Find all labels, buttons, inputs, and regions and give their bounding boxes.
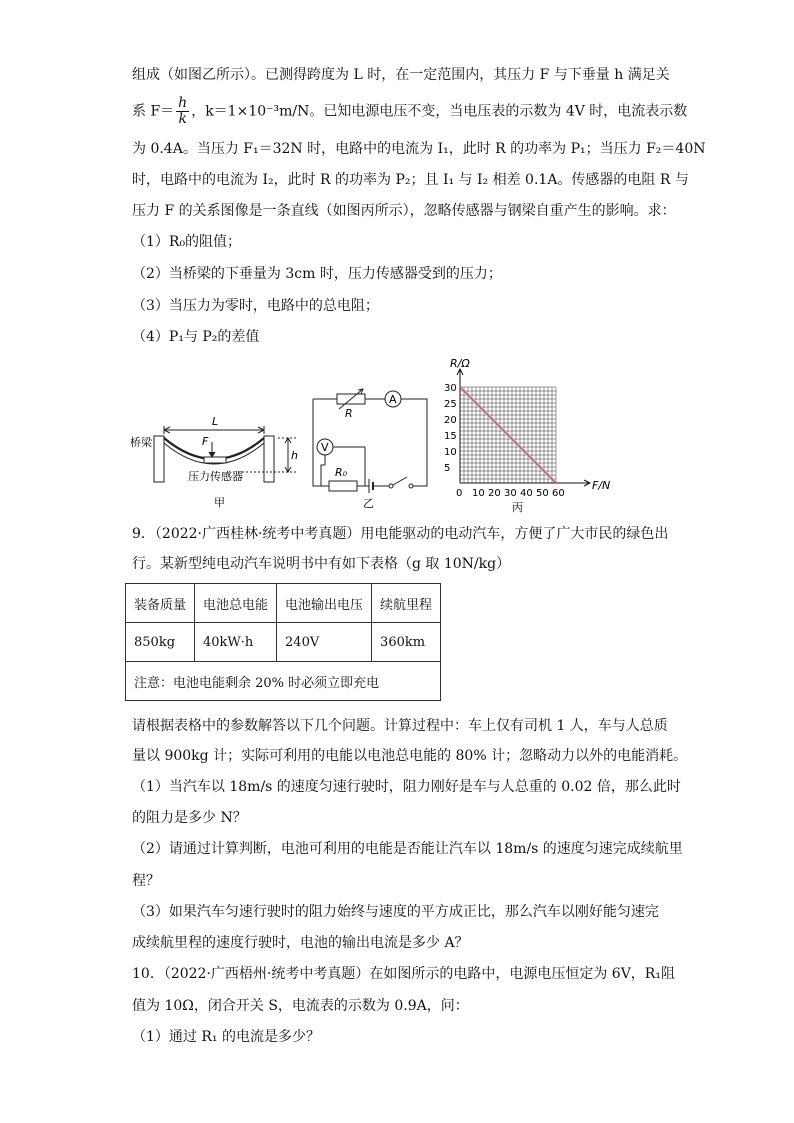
pressure-sensor	[204, 457, 226, 463]
x-tick-label: 0	[456, 488, 463, 499]
y-tick-label: 5	[444, 463, 451, 474]
label-F: F	[202, 435, 209, 448]
switch-terminal	[389, 484, 393, 488]
y-tick-label: 15	[444, 431, 457, 442]
q9-sub-2a: （2）请通过计算判断，电池可利用的电能是否能让汽车以 18m/s 的速度匀速完成续航里	[132, 841, 683, 857]
caption-jia: 甲	[214, 496, 225, 509]
y-tick-label: 20	[444, 415, 457, 426]
table-cell: 360km	[372, 623, 441, 662]
label-V: V	[321, 441, 329, 454]
q8-line-2-pre: 系 F＝	[132, 103, 175, 120]
right-pier	[264, 436, 274, 482]
x-tick-label: 10	[472, 488, 485, 499]
label-R: R	[345, 407, 353, 420]
q8-line-3: 为 0.4A。当压力 F₁＝32N 时，电路中的电流为 I₁，此时 R 的功率为 P₁；当压力 F₂＝40N	[132, 141, 706, 157]
figure-bing-graph	[442, 355, 612, 515]
q10-sub-1: （1）通过 R₁ 的电流是多少？	[132, 1029, 320, 1045]
x-tick-label: 50	[536, 488, 549, 499]
q10-line-1: 10．（2022·广西梧州·统考中考真题）在如图所示的电路中，电源电压恒定为 6V，R₁阻	[132, 966, 675, 982]
x-tick-label: 60	[552, 488, 565, 499]
graph-ticks	[444, 383, 565, 499]
table-header-row	[126, 584, 441, 623]
table-note: 注意：电池电能剩余 20% 时必须立即充电	[126, 662, 441, 701]
q9-line-1: 9．（2022·广西桂林·统考中考真题）用电能驱动的电动汽车，方便了广大市民的绿色出	[132, 526, 669, 542]
y-axis-label: R/Ω	[450, 357, 470, 370]
resistor-R0	[329, 481, 357, 491]
table-cell: 40kW·h	[195, 623, 277, 662]
q8-line-4: 时，电路中的电流为 I₂，此时 R 的功率为 P₂；且 I₁ 与 I₂ 相差 0.1A。传感器的电阻 R 与	[132, 172, 689, 188]
fraction-numerator: h	[178, 95, 188, 111]
y-tick-label: 30	[444, 383, 457, 394]
steel-beam	[164, 438, 264, 459]
q9-sub-1a: （1）当汽车以 18m/s 的速度匀速行驶时，阻力刚好是车与人总重的 0.02 倍，那么此时	[132, 779, 681, 795]
q9-sub-1b: 的阻力是多少 N？	[132, 810, 247, 826]
x-tick-label: 20	[488, 488, 501, 499]
x-axis-label: F/N	[592, 479, 611, 492]
label-L: L	[212, 415, 219, 428]
q8-sub-3: （3）当压力为零时，电路中的总电阻；	[132, 298, 379, 314]
label-h: h	[291, 449, 298, 462]
caption-bing: 丙	[512, 501, 523, 514]
q8-line-2	[132, 95, 688, 127]
label-bridge: 桥梁	[130, 436, 152, 449]
q8-line-5: 压力 F 的关系图像是一条直线（如图丙所示），忽略传感器与钢梁自重产生的影响。求：	[132, 203, 676, 219]
q9-sub-2b: 程？	[132, 873, 160, 889]
q9-intro-2: 量以 900kg 计；实际可利用的电能以电池总电能的 80% 计；忽略动力以外的电能消耗。	[132, 748, 688, 764]
q10-line-2: 值为 10Ω，闭合开关 S，电流表的示数为 0.9A，问：	[132, 998, 469, 1014]
table-cell: 240V	[277, 623, 372, 662]
q9-sub-3a: （3）如果汽车匀速行驶时的阻力始终与速度的平方成正比，那么汽车以刚好能匀速完	[132, 904, 659, 920]
q9-line-2: 行。某新型纯电动汽车说明书中有如下表格（g 取 10N/kg）	[132, 556, 511, 572]
table-note-row	[126, 662, 441, 701]
spec-table	[125, 583, 441, 701]
fraction-h-over-k	[176, 96, 189, 127]
q9-intro-1: 请根据表格中的参数解答以下几个问题。计算过程中：车上仅有司机 1 人，车与人总质	[132, 718, 668, 734]
table-row	[126, 623, 441, 662]
x-tick-label: 40	[520, 488, 533, 499]
table-cell: 850kg	[126, 623, 195, 662]
label-A: A	[389, 393, 397, 406]
q8-sub-1: （1）R₀的阻值；	[132, 234, 242, 250]
label-R0: R₀	[335, 466, 348, 479]
q8-line-2-post: ，k＝1×10⁻³m/N。已知电源电压不变，当电压表的示数为 4V 时，电流表示数	[191, 103, 688, 120]
q8-sub-2: （2）当桥梁的下垂量为 3cm 时，压力传感器受到的压力；	[132, 266, 502, 282]
y-tick-label: 10	[444, 447, 457, 458]
switch-blade	[393, 477, 407, 485]
figure-jia-bridge	[128, 412, 308, 512]
graph-axes	[457, 369, 590, 486]
fraction-denominator: k	[178, 111, 187, 127]
q8-line-1: 组成（如图乙所示）。已测得跨度为 L 时，在一定范围内，其压力 F 与下垂量 h 满足关	[132, 67, 670, 83]
q9-sub-3b: 成续航里程的速度行驶时，电池的输出电流是多少 A？	[132, 935, 469, 951]
caption-yi: 乙	[363, 497, 374, 510]
table-header-cell: 装备质量	[126, 584, 195, 623]
table-header-cell: 续航里程	[372, 584, 441, 623]
x-tick-label: 30	[504, 488, 517, 499]
left-pier	[154, 436, 164, 482]
y-tick-label: 25	[444, 399, 457, 410]
table-header-cell: 电池输出电压	[277, 584, 372, 623]
figure-yi-circuit	[305, 383, 435, 513]
label-sensor: 压力传感器	[188, 470, 243, 483]
q8-sub-4: （4）P₁与 P₂的差值	[132, 329, 260, 345]
table-header-cell: 电池总电能	[195, 584, 277, 623]
